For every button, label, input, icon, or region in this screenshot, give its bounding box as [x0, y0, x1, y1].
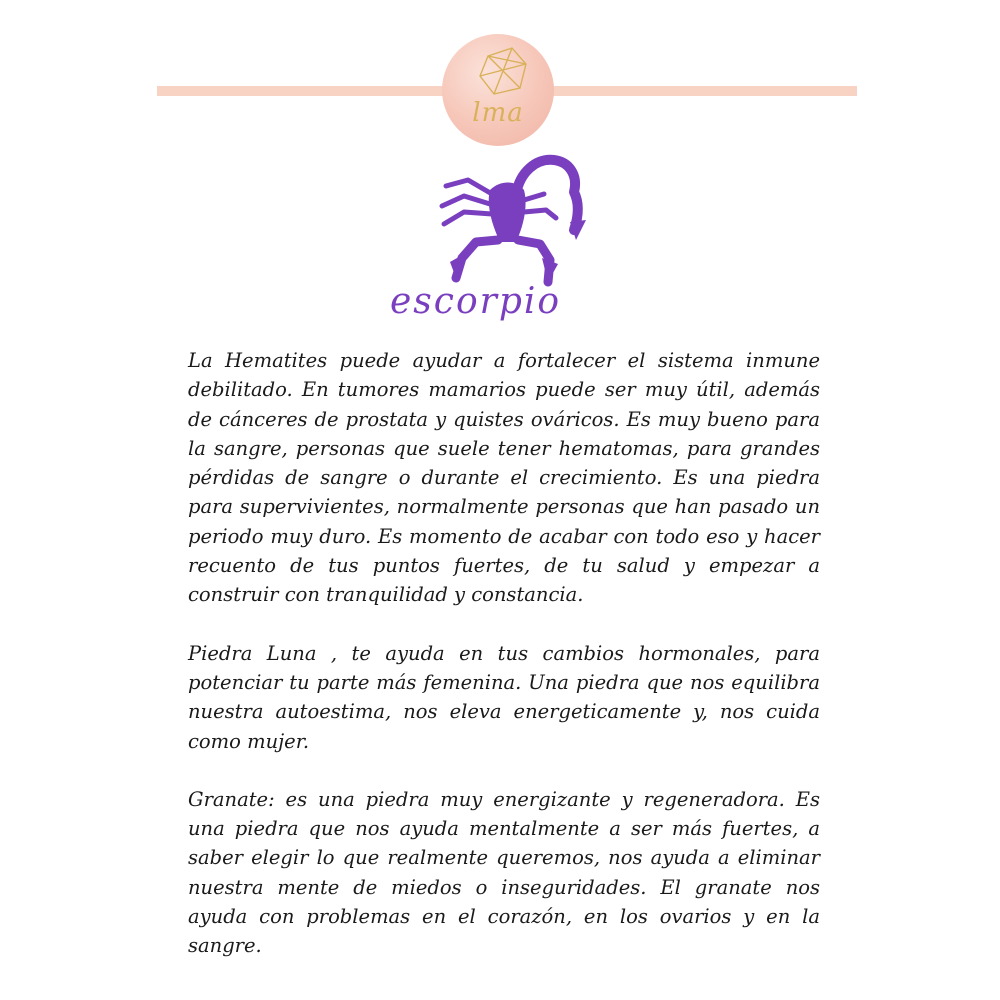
brand-logo — [442, 34, 554, 146]
zodiac-sign-title: escorpio — [390, 281, 562, 322]
paragraph-hematites: La Hematites puede ayudar a fortalecer el sistema inmune debilitado. En tumores mamarios puede ser muy útil, además de cánceres de prostata y quistes ováricos. Es muy bueno para la sangre, personas que suele tener hematomas, para grandes pérdidas de sangre o durante el crecimiento. Es una piedra para supervivientes, normalmente personas que han pasado un periodo muy duro. Es momento de acabar con todo eso y hacer recuento de tus puntos fuertes, de tu salud y empezar a construir con tranquilidad y constancia. — [188, 349, 820, 607]
logo-wordmark: lma — [472, 98, 524, 128]
scorpion-icon — [428, 150, 588, 290]
paragraph-granate: Granate: es una piedra muy energizante y regeneradora. Es una piedra que nos ayuda mentalmente a ser más fuertes, a saber elegir lo que realmente queremos, nos ayuda a eliminar nuestra mente de miedos o inseguridades. El granate nos ayuda con problemas en el corazón, en los ovarios y en la sangre. — [188, 787, 820, 958]
geometric-crystal-icon — [442, 34, 554, 146]
paragraph-piedra-luna: Piedra Luna , te ayuda en tus cambios hormonales, para potenciar tu parte más femenina. Una piedra que nos equilibra nuestra autoestima, nos eleva energeticamente y, nos cuida como mujer. — [188, 641, 820, 753]
article-body — [188, 346, 820, 961]
